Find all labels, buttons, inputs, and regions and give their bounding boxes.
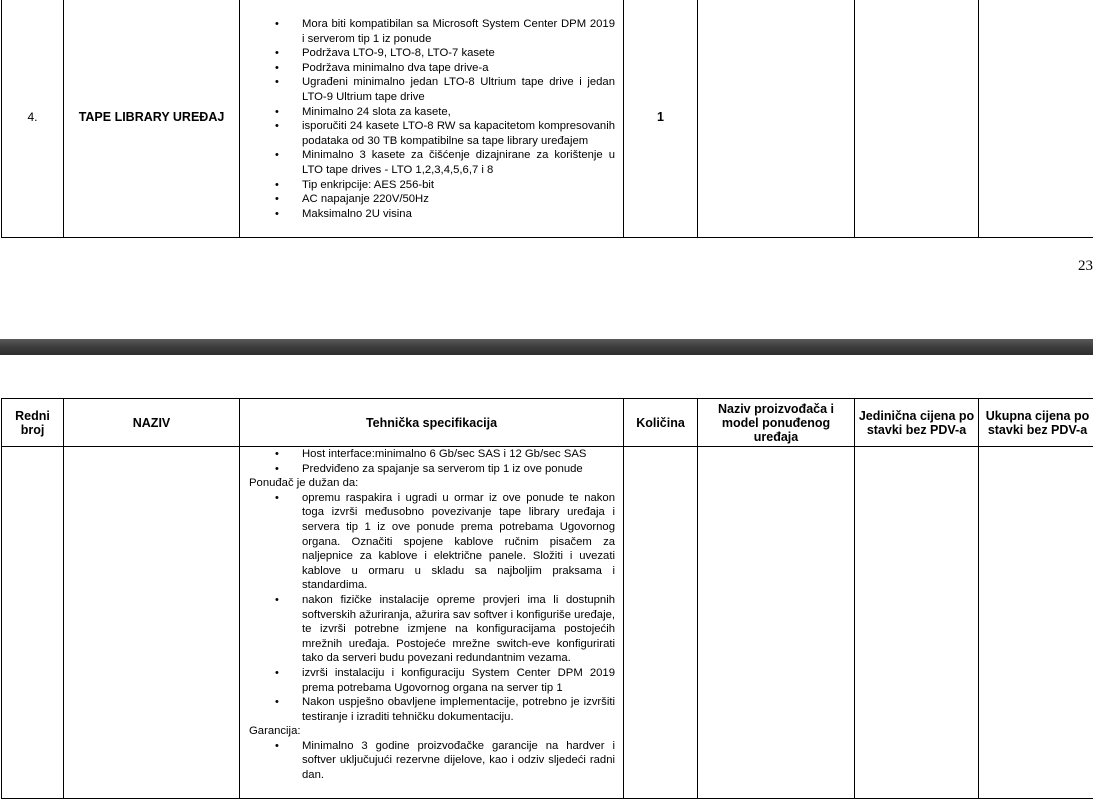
list-item: • Podržava LTO-9, LTO-8, LTO-7 kasete bbox=[248, 46, 615, 61]
header-kolicina: Količina bbox=[624, 399, 698, 447]
list-item: • Minimalno 24 slota za kasete, bbox=[248, 105, 615, 120]
list-item: • Maksimalno 2U visina bbox=[248, 207, 615, 222]
manufacturer-cell bbox=[698, 447, 855, 799]
header-ukupna: Ukupna cijena po stavki bez PDV-a bbox=[979, 399, 1093, 447]
warranty-list bbox=[248, 739, 615, 783]
list-item: • izvrši instalaciju i konfiguraciju System Center DPM 2019 prema potrebama Ugovornog organa na server tip 1 bbox=[248, 666, 615, 695]
list-item: • Nakon uspješno obavljene implementacije, potrebno je izvršiti testiranje i izraditi tehničku dokumentaciju. bbox=[248, 695, 615, 724]
quantity-cell bbox=[624, 447, 698, 799]
total-price-cell bbox=[979, 447, 1093, 799]
item-name bbox=[64, 447, 240, 799]
spec-table-top bbox=[1, 0, 1093, 238]
obligations-list bbox=[248, 491, 615, 725]
table-row bbox=[2, 447, 1093, 799]
table-row bbox=[2, 0, 1093, 238]
header-naziv: NAZIV bbox=[64, 399, 240, 447]
item-name: TAPE LIBRARY UREĐAJ bbox=[64, 0, 240, 238]
total-price-cell bbox=[979, 0, 1093, 238]
page-separator bbox=[0, 339, 1093, 355]
item-quantity: 1 bbox=[624, 0, 698, 238]
manufacturer-cell bbox=[698, 0, 855, 238]
item-spec bbox=[240, 447, 624, 799]
garancija-label: Garancija: bbox=[248, 724, 615, 739]
list-item: • AC napajanje 220V/50Hz bbox=[248, 192, 615, 207]
header-redni-broj: Redni broj bbox=[2, 399, 64, 447]
header-tehnicka: Tehnička specifikacija bbox=[240, 399, 624, 447]
header-proizvodjac: Naziv proizvođača i model ponuđenog uređaja bbox=[698, 399, 855, 447]
unit-price-cell bbox=[855, 0, 979, 238]
spec-list bbox=[248, 17, 615, 221]
list-item: • Ugrađeni minimalno jedan LTO-8 Ultrium tape drive i jedan LTO-9 Ultrium tape drive bbox=[248, 75, 615, 104]
item-number: 4. bbox=[2, 0, 64, 238]
header-jedinicna: Jedinična cijena po stavki bez PDV-a bbox=[855, 399, 979, 447]
list-item: • opremu raspakira i ugradi u ormar iz ove ponude te nakon toga izvrši međusobno povezivanje tape library uređaja i servera tip 1 iz ove ponude prema potrebama Ugovornog organa. Označiti spojene kablove ručnim pisačem za naljepnice za kablove i električne panele. Složiti i uvezati kablove u ormaru u skladu sa najboljim praksama i standardima. bbox=[248, 491, 615, 593]
item-spec bbox=[240, 0, 624, 238]
list-item: • Minimalno 3 godine proizvođačke garancije na hardver i softver uključujući rezervne dijelove, kao i odziv sljedeći radni dan. bbox=[248, 739, 615, 783]
spec-list bbox=[248, 447, 615, 476]
list-item: • nakon fizičke instalacije opreme provjeri ima li dostupnih softverskih ažuriranja, ažurira sav softver i konfiguriše uređaje, te izvrši potrebne izmjene na konfiguracijama postojećih mrežnih uređaja. Postojeće mrežne switch-eve konfigurirati tako da serveri budu povezani redundantnim vezama. bbox=[248, 593, 615, 666]
page-number: 23 bbox=[1053, 258, 1093, 275]
table-header-row bbox=[2, 399, 1093, 447]
list-item: • Host interface:minimalno 6 Gb/sec SAS i 12 Gb/sec SAS bbox=[248, 447, 615, 462]
list-item: • Podržava minimalno dva tape drive-a bbox=[248, 61, 615, 76]
list-item: • Predviđeno za spajanje sa serverom tip 1 iz ove ponude bbox=[248, 462, 615, 477]
list-item: • Tip enkripcije: AES 256-bit bbox=[248, 178, 615, 193]
item-number bbox=[2, 447, 64, 799]
unit-price-cell bbox=[855, 447, 979, 799]
list-item: • isporučiti 24 kasete LTO-8 RW sa kapacitetom kompresovanih podataka od 30 TB kompatibilne sa tape library uređajem bbox=[248, 119, 615, 148]
spec-table-bottom bbox=[1, 398, 1093, 799]
list-item: • Minimalno 3 kasete za čišćenje dizajnirane za korištenje u LTO tape drives - LTO 1,2,3,4,5,6,7 i 8 bbox=[248, 148, 615, 177]
list-item: • Mora biti kompatibilan sa Microsoft System Center DPM 2019 i serverom tip 1 iz ponude bbox=[248, 17, 615, 46]
ponudjac-label: Ponuđač je dužan da: bbox=[248, 476, 615, 491]
